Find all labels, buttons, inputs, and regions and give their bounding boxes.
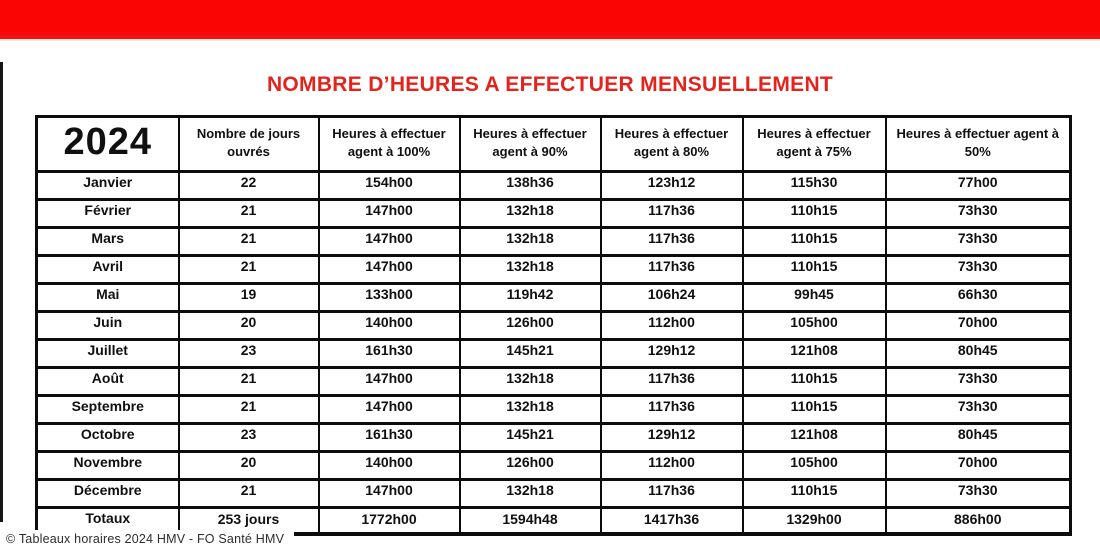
value-cell: 121h08	[743, 424, 886, 452]
value-cell: 112h00	[601, 312, 743, 340]
value-cell: 117h36	[601, 480, 743, 508]
totals-value-100pct: 1772h00	[319, 508, 460, 534]
col-header-jours-ouvres: Nombre de jours ouvrés	[179, 117, 319, 172]
monthly-hours-table	[35, 115, 1072, 536]
value-cell: 19	[179, 284, 319, 312]
value-cell: 161h30	[319, 340, 460, 368]
month-cell: Septembre	[37, 396, 179, 424]
totals-value-80pct: 1417h36	[601, 508, 743, 534]
value-cell: 21	[179, 368, 319, 396]
value-cell: 121h08	[743, 340, 886, 368]
table-row	[37, 340, 1071, 368]
month-cell: Mai	[37, 284, 179, 312]
value-cell: 73h30	[886, 228, 1071, 256]
copyright-footer: © Tableaux horaires 2024 HMV - FO Santé HMV	[0, 530, 294, 548]
totals-value-75pct: 1329h00	[743, 508, 886, 534]
value-cell: 147h00	[319, 200, 460, 228]
value-cell: 147h00	[319, 256, 460, 284]
value-cell: 21	[179, 396, 319, 424]
value-cell: 110h15	[743, 228, 886, 256]
value-cell: 129h12	[601, 340, 743, 368]
value-cell: 154h00	[319, 172, 460, 200]
value-cell: 123h12	[601, 172, 743, 200]
table-row	[37, 284, 1071, 312]
value-cell: 110h15	[743, 200, 886, 228]
table-row	[37, 200, 1071, 228]
value-cell: 20	[179, 452, 319, 480]
value-cell: 23	[179, 424, 319, 452]
value-cell: 105h00	[743, 452, 886, 480]
header-row	[37, 117, 1071, 172]
value-cell: 138h36	[460, 172, 601, 200]
value-cell: 73h30	[886, 200, 1071, 228]
value-cell: 110h15	[743, 396, 886, 424]
value-cell: 22	[179, 172, 319, 200]
page-title: NOMBRE D’HEURES A EFFECTUER MENSUELLEMENT	[266, 73, 834, 96]
value-cell: 73h30	[886, 368, 1071, 396]
totals-value-90pct: 1594h48	[460, 508, 601, 534]
col-header-90pct: Heures à effectuer agent à 90%	[460, 117, 601, 172]
month-cell: Août	[37, 368, 179, 396]
table-body	[37, 172, 1071, 508]
value-cell: 132h18	[460, 368, 601, 396]
month-cell: Juin	[37, 312, 179, 340]
table-row	[37, 424, 1071, 452]
value-cell: 115h30	[743, 172, 886, 200]
totals-value-jours: 253 jours	[179, 508, 319, 534]
value-cell: 73h30	[886, 396, 1071, 424]
month-cell: Février	[37, 200, 179, 228]
value-cell: 126h00	[460, 452, 601, 480]
value-cell: 145h21	[460, 340, 601, 368]
value-cell: 110h15	[743, 256, 886, 284]
value-cell: 21	[179, 228, 319, 256]
month-cell: Novembre	[37, 452, 179, 480]
value-cell: 73h30	[886, 480, 1071, 508]
col-header-75pct: Heures à effectuer agent à 75%	[743, 117, 886, 172]
table-row	[37, 368, 1071, 396]
value-cell: 106h24	[601, 284, 743, 312]
table-row	[37, 172, 1071, 200]
table-row	[37, 396, 1071, 424]
month-cell: Mars	[37, 228, 179, 256]
value-cell: 99h45	[743, 284, 886, 312]
month-cell: Avril	[37, 256, 179, 284]
value-cell: 73h30	[886, 256, 1071, 284]
value-cell: 132h18	[460, 200, 601, 228]
table-row	[37, 228, 1071, 256]
value-cell: 161h30	[319, 424, 460, 452]
value-cell: 77h00	[886, 172, 1071, 200]
value-cell: 132h18	[460, 396, 601, 424]
value-cell: 140h00	[319, 452, 460, 480]
value-cell: 80h45	[886, 340, 1071, 368]
value-cell: 129h12	[601, 424, 743, 452]
value-cell: 132h18	[460, 480, 601, 508]
month-cell: Décembre	[37, 480, 179, 508]
value-cell: 112h00	[601, 452, 743, 480]
value-cell: 117h36	[601, 368, 743, 396]
value-cell: 110h15	[743, 368, 886, 396]
col-header-80pct: Heures à effectuer agent à 80%	[601, 117, 743, 172]
value-cell: 147h00	[319, 228, 460, 256]
table-row	[37, 452, 1071, 480]
value-cell: 80h45	[886, 424, 1071, 452]
value-cell: 147h00	[319, 368, 460, 396]
value-cell: 133h00	[319, 284, 460, 312]
col-header-50pct: Heures à effectuer agent à 50%	[886, 117, 1071, 172]
totals-value-50pct: 886h00	[886, 508, 1071, 534]
month-cell: Octobre	[37, 424, 179, 452]
value-cell: 23	[179, 340, 319, 368]
value-cell: 117h36	[601, 228, 743, 256]
month-cell: Janvier	[37, 172, 179, 200]
value-cell: 20	[179, 312, 319, 340]
value-cell: 119h42	[460, 284, 601, 312]
table-row	[37, 480, 1071, 508]
value-cell: 117h36	[601, 396, 743, 424]
col-header-100pct: Heures à effectuer agent à 100%	[319, 117, 460, 172]
value-cell: 147h00	[319, 480, 460, 508]
value-cell: 132h18	[460, 256, 601, 284]
value-cell: 126h00	[460, 312, 601, 340]
value-cell: 147h00	[319, 396, 460, 424]
month-cell: Juillet	[37, 340, 179, 368]
value-cell: 117h36	[601, 256, 743, 284]
table-row	[37, 256, 1071, 284]
value-cell: 140h00	[319, 312, 460, 340]
value-cell: 70h00	[886, 452, 1071, 480]
top-red-banner	[0, 0, 1100, 41]
value-cell: 21	[179, 480, 319, 508]
value-cell: 21	[179, 256, 319, 284]
value-cell: 70h00	[886, 312, 1071, 340]
value-cell: 105h00	[743, 312, 886, 340]
value-cell: 132h18	[460, 228, 601, 256]
year-header: 2024	[37, 117, 179, 172]
value-cell: 117h36	[601, 200, 743, 228]
value-cell: 145h21	[460, 424, 601, 452]
value-cell: 21	[179, 200, 319, 228]
left-edge-line	[0, 62, 3, 522]
table-row	[37, 312, 1071, 340]
totals-label: Totaux	[37, 508, 179, 534]
value-cell: 66h30	[886, 284, 1071, 312]
value-cell: 110h15	[743, 480, 886, 508]
